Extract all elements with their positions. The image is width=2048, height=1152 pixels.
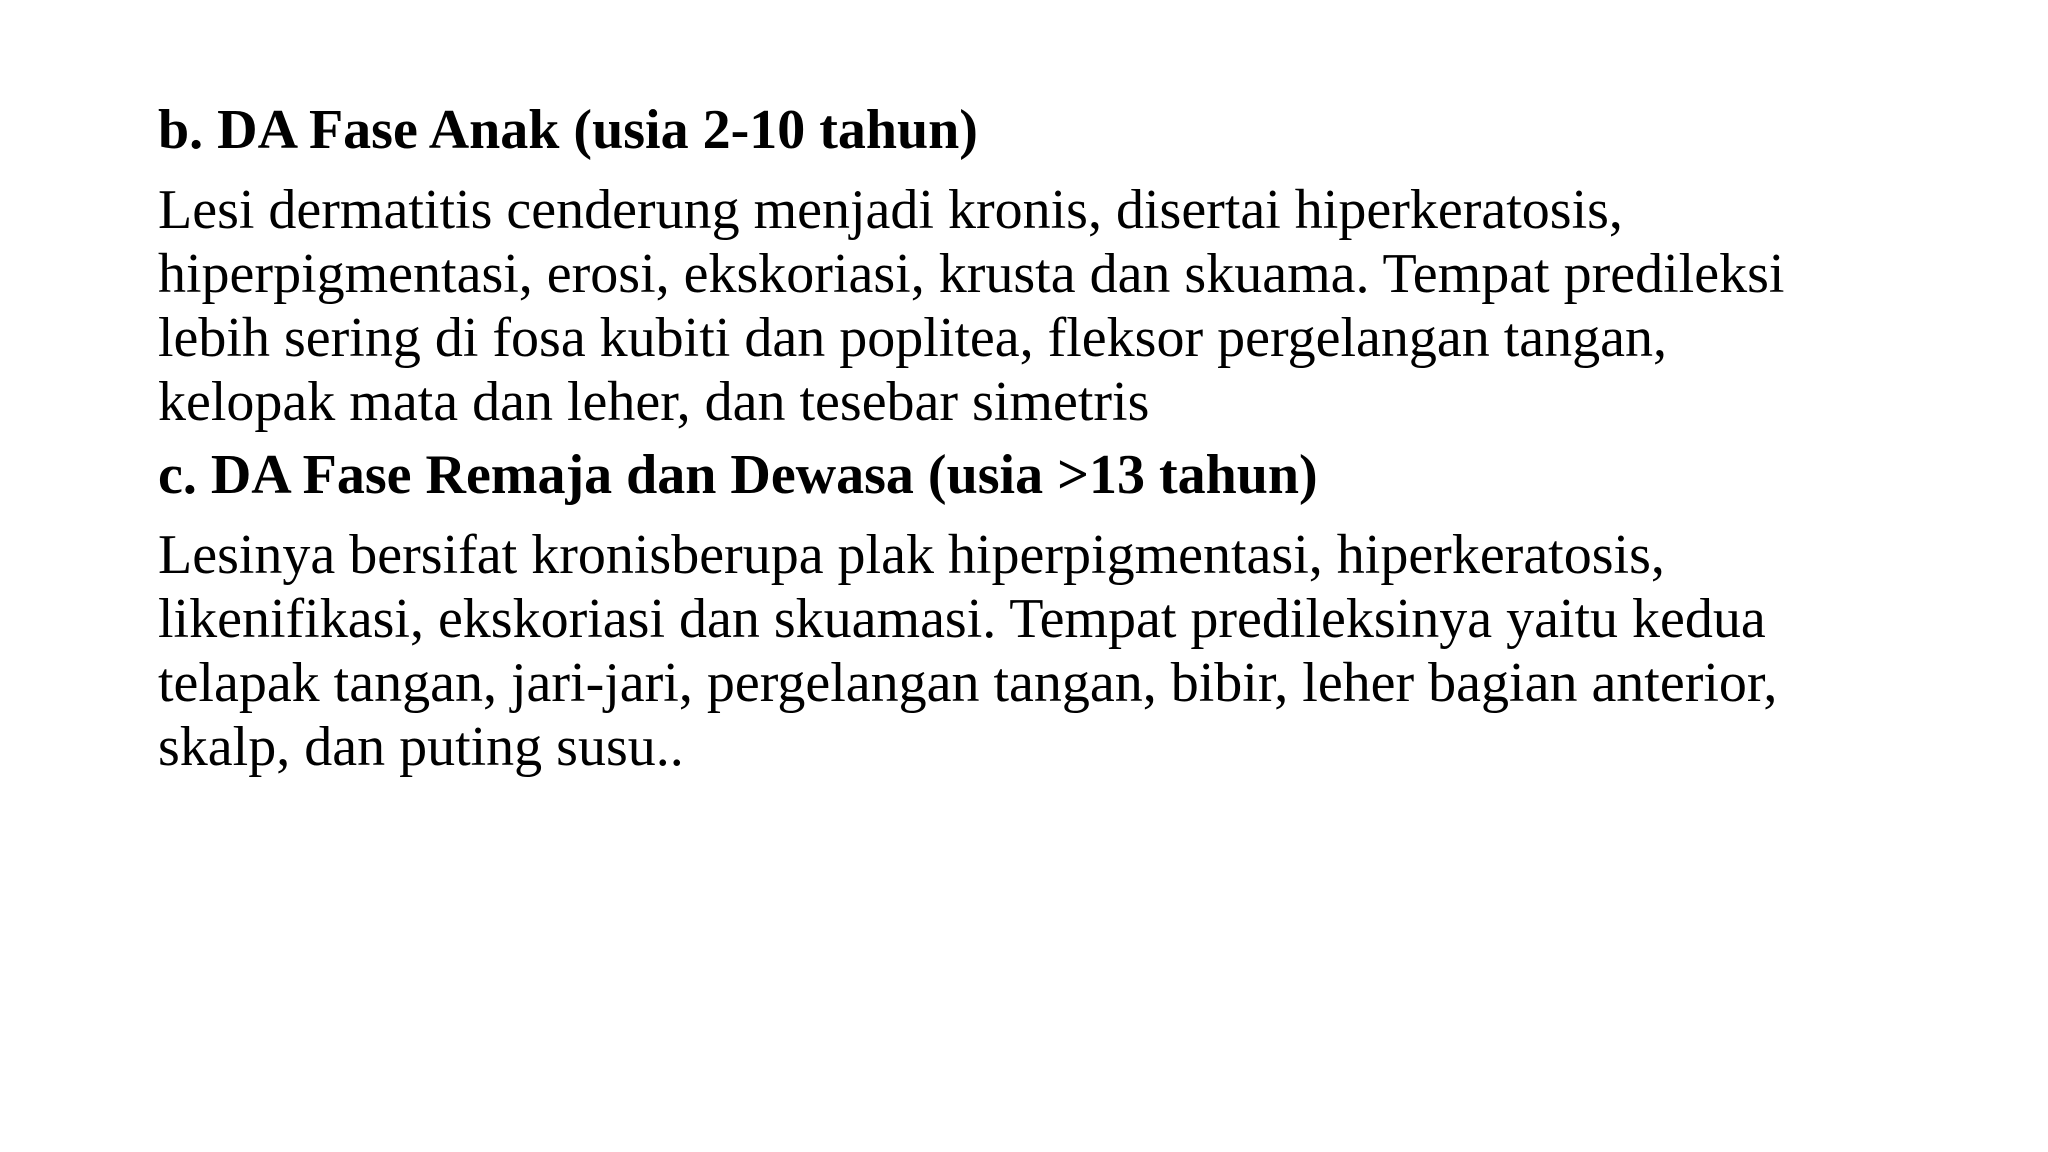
section-body-child-phase (158, 178, 1958, 434)
section-body-adolescent-adult-phase (158, 523, 1958, 779)
body-line: Lesi dermatitis cenderung menjadi kronis, disertai hiperkeratosis, (158, 179, 1623, 241)
body-line: Lesinya bersifat kronisberupa plak hiperpigmentasi, hiperkeratosis, (158, 524, 1665, 586)
slide-content (158, 98, 1958, 779)
section-heading-adolescent-adult-phase: c. DA Fase Remaja dan Dewasa (usia >13 tahun) (158, 444, 1318, 506)
body-line: hiperpigmentasi, erosi, ekskoriasi, krusta dan skuama. Tempat predileksi (158, 243, 1785, 305)
body-line: skalp, dan puting susu.. (158, 716, 684, 778)
section-heading-child-phase: b. DA Fase Anak (usia 2-10 tahun) (158, 99, 978, 161)
body-line: kelopak mata dan leher, dan tesebar simetris (158, 371, 1150, 433)
body-line: telapak tangan, jari-jari, pergelangan tangan, bibir, leher bagian anterior, (158, 652, 1778, 714)
body-line: lebih sering di fosa kubiti dan poplitea, fleksor pergelangan tangan, (158, 307, 1667, 369)
body-line: likenifikasi, ekskoriasi dan skuamasi. Tempat predileksinya yaitu kedua (158, 588, 1766, 650)
